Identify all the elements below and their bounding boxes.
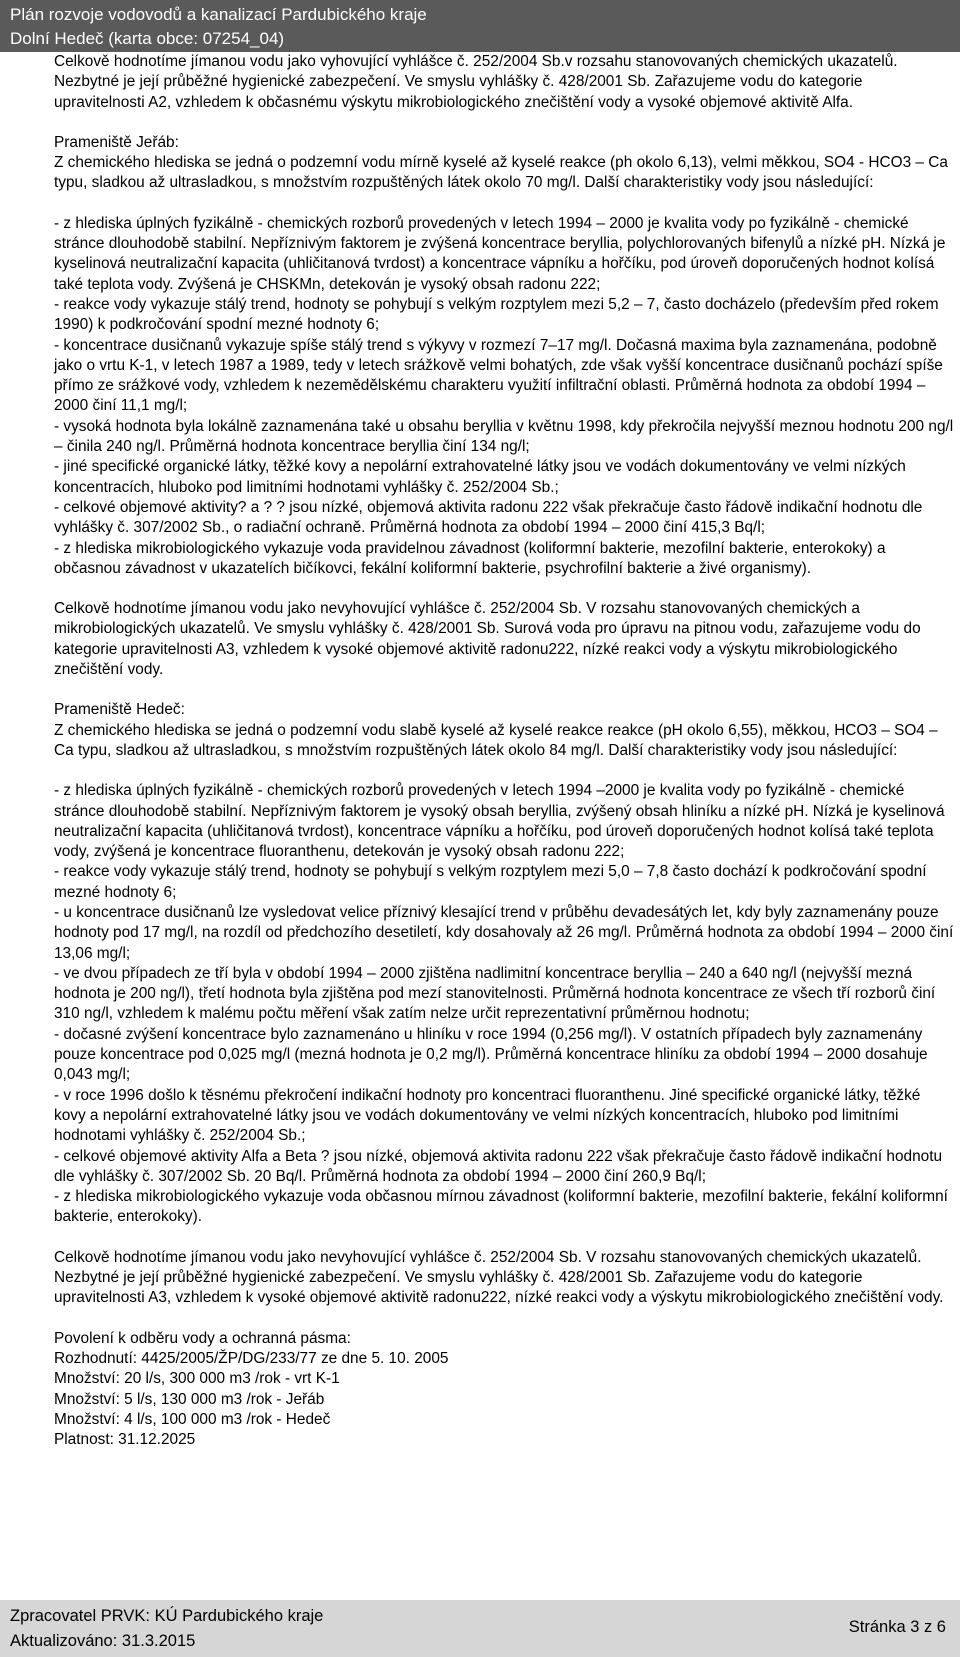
footer-updated: Aktualizováno: 31.3.2015 xyxy=(10,1632,196,1650)
paragraph-hedec-details: - z hlediska úplných fyzikálně - chemických rozborů provedených v letech 1994 –2000 je kvalita vody po fyzikálně - chemické stránce dlouhodobě stabilní. Nepříznivým faktorem je vysoký obsah beryllia, zvýšený obsah hliníku a nízké pH. Nízká je kyselinová neutralizační kapacita (uhličitanová tvrdost), koncentrace vápníku a hořčíku, pod úroveň doporučených hodnot kolísá také teplota vody, zvýšená je koncentrace fluoranthenu, detekován je vysoký obsah radonu 222; - reakce vody vykazuje stálý trend, hodnoty se pohybují s velkým rozptylem mezi 5,0 – 7,8 často dochází k podkročování spodní mezné hodnoty 6; - u koncentrace dusičnanů lze vysledovat velice příznivý klesající trend v průběhu devadesátých let, kdy byly zaznamenány pouze hodnoty pod 17 mg/l, na rozdíl od předchozího desetiletí, kdy dosahovaly až 26 mg/l. Průměrná hodnota za období 1994 – 2000 činí 13,06 mg/l; - ve dvou případech ze tří byla v období 1994 – 2000 zjištěna nadlimitní koncentrace beryllia – 240 a 640 ng/l (nejvyšší mezná hodnota je 200 ng/l), třetí hodnota byla zjištěna pod mezí stanovitelnosti. Průměrná hodnota koncentrace ze všech tří rozborů činí 310 ng/l, vzhledem k malému počtu měření však zatím nelze určit reprezentativní průměrnou hodnotu; - dočasné zvýšení koncentrace bylo zaznamenáno u hliníku v roce 1994 (0,256 mg/l). V ostatních případech byly zaznamenány pouze koncentrace pod 0,025 mg/l (mezná hodnota je 0,2 mg/l). Průměrná koncentrace hliníku za období 1994 – 2000 dosahuje 0,043 mg/l; - v roce 1996 došlo k těsnému překročení indikační hodnoty pro koncentraci fluoranthenu. Jiné specifické organické látky, těžké kovy a nepolární extrahovatelné látky jsou ve vodách dokumentovány ve velmi nízkých koncentracích, hluboko pod limitními hodnotami vyhlášky č. 252/2004 Sb.; - celkové objemové aktivity Alfa a Beta ? jsou nízké, objemová aktivita radonu 222 však překračuje často řádově indikační hodnotu dle vyhlášky č. 307/2002 Sb. 20 Bq/l. Průměrná hodnota za období 1994 – 2000 činí 260,9 Bq/l; - z hlediska mikrobiologického vykazuje voda občasnou mírnou závadnost (koliformní bakterie, mezofilní bakterie, fekální koliformní bakterie, enterokoky). xyxy=(54,782,954,1226)
document-header xyxy=(0,0,960,52)
header-title: Plán rozvoje vodovodů a kanalizací Pardubického kraje xyxy=(10,5,427,24)
paragraph-permits: Povolení k odběru vody a ochranná pásma: Rozhodnutí: 4425/2005/ŽP/DG/233/77 ze dne 5. 10. 2005 Množství: 20 l/s, 300 000 m3 /rok - vrt K-1 Množství: 5 l/s, 130 000 m3 /rok - Jeřáb Množství: 4 l/s, 100 000 m3 /rok - Hedeč Platnost: 31.12.2025 xyxy=(54,1329,449,1449)
paragraph-jerab-details: - z hlediska úplných fyzikálně - chemických rozborů provedených v letech 1994 – 2000 je kvalita vody po fyzikálně - chemické stránce dlouhodobě stabilní. Nepříznivým faktorem je zvýšená koncentrace beryllia, polychlorovaných bifenylů a nízké pH. Nízká je kyselinová neutralizační kapacita (uhličitanová tvrdost) a koncentrace vápníku a hořčíku, pod úroveň doporučených hodnot kolísá také teplota vody. Zvýšená je CHSKMn, detekován je vysoký obsah radonu 222; - reakce vody vykazuje stálý trend, hodnoty se pohybují s velkým rozptylem mezi 5,2 – 7, často docházelo (především před rokem 1990) k podkročování spodní mezné hodnoty 6; - koncentrace dusičnanů vykazuje spíše stálý trend s výkyvy v rozmezí 7–17 mg/l. Dočasná maxima byla zaznamenána, podobně jako o vrtu K-1, v letech 1987 a 1989, tedy v letech srážkově velmi bohatých, zde však vyšší koncentrace dusičnanů pochází spíše přímo ze srážkové vody, vzhledem k nezemědělskému charakteru využití infiltrační oblasti. Průměrná hodnota za období 1994 – 2000 činí 11,1 mg/l; - vysoká hodnota byla lokálně zaznamenána také u obsahu beryllia v květnu 1998, kdy překročila nejvyšší meznou hodnotu 200 ng/l – činila 240 ng/l. Průměrná hodnota koncentrace beryllia činí 134 ng/l; - jiné specifické organické látky, těžké kovy a nepolární extrahovatelné látky jsou ve vodách dokumentovány ve velmi nízkých koncentracích, hluboko pod limitními hodnotami vyhlášky č. 252/2004 Sb.; - celkové objemové aktivity? a ? ? jsou nízké, objemová aktivita radonu 222 však překračuje často řádově indikační hodnotu dle vyhlášky č. 307/2002 Sb., o radiační ochraně. Průměrná hodnota za období 1994 – 2000 činí 415,3 Bq/l; - z hlediska mikrobiologického vykazuje voda pravidelnou závadnost (koliformní bakterie, mezofilní bakterie, enterokoky) a občasnou závadnost v ukazatelích bičíkovci, fekální koliformní bakterie, psychrofilní bakterie a živé organismy). xyxy=(54,214,954,577)
page-number: Stránka 3 z 6 xyxy=(848,1618,946,1636)
paragraph-hedec-summary: Celkově hodnotíme jímanou vodu jako nevyhovující vyhlášce č. 252/2004 Sb. V rozsahu stanovovaných chemických ukazatelů. Nezbytné je její průběžné hygienické zabezpečení. Ve smyslu vyhlášky č. 428/2001 Sb. Zařazujeme vodu do kategorie upravitelnosti A3, vzhledem k vysoké objemové aktivitě radonu222, nízké reakci vody a výskytu mikrobiologického znečištění vody. xyxy=(54,1248,944,1307)
document-footer xyxy=(0,1600,960,1657)
paragraph-jerab-intro: Prameniště Jeřáb: Z chemického hlediska se jedná o podzemní vodu mírně kyselé až kyselé reakce (ph okolo 6,13), velmi měkkou, SO4 - HCO3 – Ca typu, sladkou až ultrasladkou, s množstvím rozpuštěných látek okolo 70 mg/l. Další charakteristiky vody jsou následující: xyxy=(54,133,948,192)
paragraph-summary-k1: Celkově hodnotíme jímanou vodu jako vyhovující vyhlášce č. 252/2004 Sb.v rozsahu stanovovaných chemických ukazatelů. Nezbytné je její průběžné hygienické zabezpečení. Ve smyslu vyhlášky č. 428/2001 Sb. Zařazujeme vodu do kategorie upravitelnosti A2, vzhledem k občasnému výskytu mikrobiologického znečištění vody a vysoké objemové aktivitě Alfa. xyxy=(54,53,898,111)
paragraph-hedec-intro: Prameniště Hedeč: Z chemického hlediska se jedná o podzemní vodu slabě kyselé až kyselé reakce reakce (pH okolo 6,55), měkkou, HCO3 – SO4 – Ca typu, sladkou až ultrasladkou, s množstvím rozpuštěných látek okolo 84 mg/l. Další charakteristiky vody jsou následující: xyxy=(54,701,938,759)
header-subtitle: Dolní Hedeč (karta obce: 07254_04) xyxy=(10,29,285,48)
document-body xyxy=(54,52,954,1470)
footer-processor: Zpracovatel PRVK: KÚ Pardubického kraje xyxy=(10,1607,324,1625)
paragraph-jerab-summary: Celkově hodnotíme jímanou vodu jako nevyhovující vyhlášce č. 252/2004 Sb. V rozsahu stanovovaných chemických a mikrobiologických ukazatelů. Ve smyslu vyhlášky č. 428/2001 Sb. Surová voda pro úpravu na pitnou vodu, zařazujeme vodu do kategorie upravitelnosti A3, vzhledem k vysoké objemové aktivitě radonu222, nízké reakci vody a výskytu mikrobiologického znečištění vody. xyxy=(54,600,921,679)
